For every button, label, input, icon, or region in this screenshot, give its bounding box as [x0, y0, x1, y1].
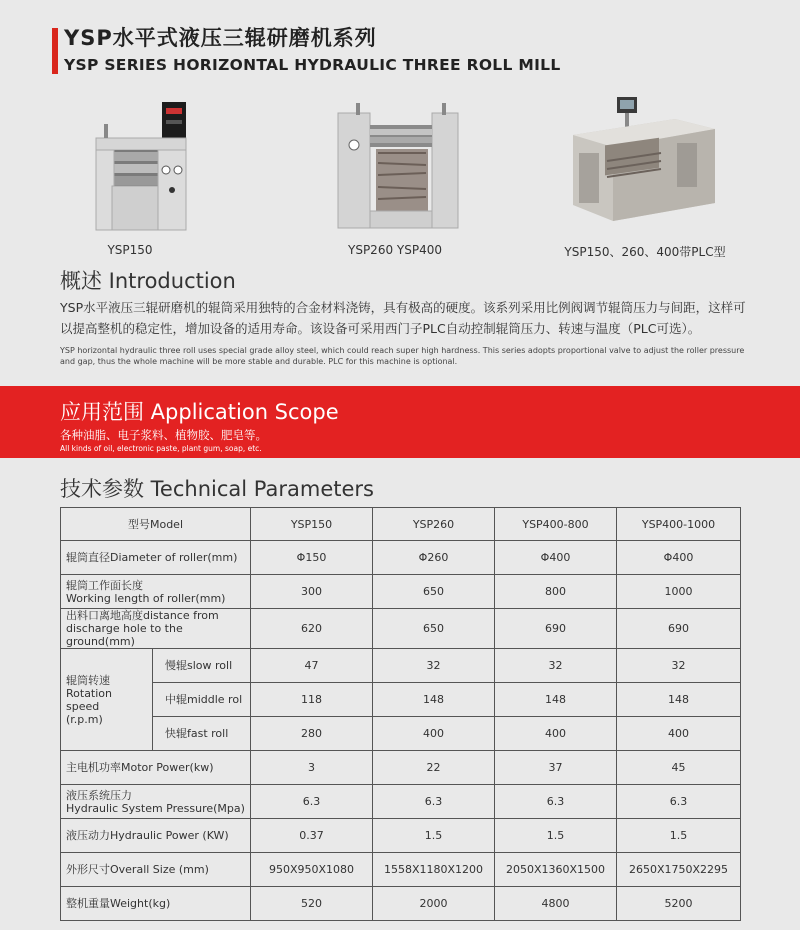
table-row — [61, 649, 741, 683]
table-cell: Φ400 — [495, 541, 617, 575]
model-cell: YSP400-800 — [495, 508, 617, 541]
row-label-line: 出料口离地高度distance from — [66, 609, 219, 622]
table-row — [61, 819, 741, 853]
row-label — [61, 575, 251, 609]
product-caption: YSP150 — [107, 243, 153, 257]
table-cell: 2000 — [373, 887, 495, 921]
row-label-line: Hydraulic System Pressure(Mpa) — [66, 801, 245, 815]
table-cell: 650 — [373, 575, 495, 609]
table-cell: 2650X1750X2295 — [617, 853, 741, 887]
table-row — [61, 717, 741, 751]
intro-text-cn: YSP水平液压三辊研磨机的辊筒采用独特的合金材料浇铸，具有极高的硬度。该系列采用比例阀调节辊筒压力与间距，这样可以提高整机的稳定性，增加设备的适用寿命。该设备可采用西门子PLC自动控制辊筒压力、转速与温度（PLC可选）。 — [60, 300, 746, 336]
table-cell: 32 — [617, 649, 741, 683]
model-cell: YSP260 — [373, 508, 495, 541]
machine-ysp260-image — [332, 103, 462, 233]
table-row — [61, 887, 741, 921]
table-cell: 148 — [495, 683, 617, 717]
table-cell: 1558X1180X1200 — [373, 853, 495, 887]
row-label: 主电机功率Motor Power(kw) — [61, 751, 251, 785]
table-cell: 280 — [251, 717, 373, 751]
application-heading: 应用范围 Application Scope — [60, 400, 339, 424]
row-label-line: discharge hole to the ground(mm) — [66, 622, 183, 648]
table-cell: 148 — [617, 683, 741, 717]
table-cell: 1.5 — [617, 819, 741, 853]
row-label-line: 辊筒工作面长度 — [66, 578, 143, 592]
table-row — [61, 541, 741, 575]
params-heading: 技术参数 Technical Parameters — [60, 477, 374, 501]
table-cell: 6.3 — [617, 785, 741, 819]
row-label — [61, 785, 251, 819]
product-caption: YSP260 YSP400 — [348, 243, 442, 257]
rotation-label — [61, 649, 153, 751]
table-cell: 6.3 — [251, 785, 373, 819]
table-row — [61, 683, 741, 717]
table-cell: 45 — [617, 751, 741, 785]
intro-text-en: YSP horizontal hydraulic three roll uses special grade alloy steel, which could reach super high hardness. This series adopts proportional valve to adjust the roller pressure and gap, thus the whole machine will be more stable and durable. PLC for this machine is optional. — [60, 346, 745, 366]
title-accent-bar — [52, 28, 58, 74]
table-cell: 37 — [495, 751, 617, 785]
product-gallery — [0, 95, 800, 265]
application-band — [0, 386, 800, 458]
table-row — [61, 751, 741, 785]
table-cell: 1.5 — [373, 819, 495, 853]
sub-row-label: 中辊middle rol — [153, 683, 251, 717]
row-label: 整机重量Weight(kg) — [61, 887, 251, 921]
table-cell: 5200 — [617, 887, 741, 921]
model-cell: YSP400-1000 — [617, 508, 741, 541]
model-cell: YSP150 — [251, 508, 373, 541]
row-label-line: 辊筒转速 — [66, 673, 110, 687]
table-row — [61, 575, 741, 609]
table-cell: 520 — [251, 887, 373, 921]
table-cell: Φ260 — [373, 541, 495, 575]
params-table — [60, 507, 741, 921]
intro-heading: 概述 Introduction — [60, 269, 236, 293]
table-cell: 400 — [617, 717, 741, 751]
table-row — [61, 853, 741, 887]
machine-ysp150-image — [90, 100, 200, 235]
application-text-en: All kinds of oil, electronic paste, plant gum, soap, etc. — [60, 444, 262, 453]
table-cell: Φ150 — [251, 541, 373, 575]
table-cell: 22 — [373, 751, 495, 785]
table-row — [61, 609, 741, 649]
table-cell: 6.3 — [495, 785, 617, 819]
table-cell: 3 — [251, 751, 373, 785]
sub-row-label: 快辊fast roll — [153, 717, 251, 751]
table-cell: 950X950X1080 — [251, 853, 373, 887]
table-cell: 400 — [373, 717, 495, 751]
table-row — [61, 785, 741, 819]
table-cell: Φ400 — [617, 541, 741, 575]
row-label-line: 液压系统压力 — [66, 788, 132, 802]
row-label-line: (r.p.m) — [66, 712, 103, 726]
application-text-cn: 各种油脂、电子浆料、植物胶、肥皂等。 — [60, 428, 267, 442]
table-cell: 1000 — [617, 575, 741, 609]
table-cell: 118 — [251, 683, 373, 717]
table-cell: 620 — [251, 609, 373, 649]
model-label-cell: 型号Model — [61, 508, 251, 541]
row-label — [61, 609, 251, 649]
page-title-cn: YSP水平式液压三辊研磨机系列 — [64, 26, 377, 50]
table-cell: 690 — [617, 609, 741, 649]
table-cell: 690 — [495, 609, 617, 649]
table-cell: 47 — [251, 649, 373, 683]
table-cell: 400 — [495, 717, 617, 751]
table-cell: 300 — [251, 575, 373, 609]
table-cell: 800 — [495, 575, 617, 609]
row-label: 液压动力Hydraulic Power (KW) — [61, 819, 251, 853]
table-cell: 148 — [373, 683, 495, 717]
row-label: 外形尺寸Overall Size (mm) — [61, 853, 251, 887]
row-label-line: Working length of roller(mm) — [66, 591, 226, 605]
table-header-row — [61, 508, 741, 541]
table-cell: 6.3 — [373, 785, 495, 819]
sub-row-label: 慢辊slow roll — [153, 649, 251, 683]
table-cell: 2050X1360X1500 — [495, 853, 617, 887]
table-cell: 0.37 — [251, 819, 373, 853]
row-label-line: Rotation speed — [66, 686, 113, 713]
product-caption: YSP150、260、400带PLC型 — [564, 245, 726, 259]
table-cell: 32 — [373, 649, 495, 683]
page-title-en: YSP SERIES HORIZONTAL HYDRAULIC THREE ROLL MILL — [64, 56, 561, 74]
table-cell: 4800 — [495, 887, 617, 921]
machine-plc-image — [565, 95, 725, 235]
table-cell: 32 — [495, 649, 617, 683]
table-cell: 650 — [373, 609, 495, 649]
row-label: 辊筒直径Diameter of roller(mm) — [61, 541, 251, 575]
table-cell: 1.5 — [495, 819, 617, 853]
